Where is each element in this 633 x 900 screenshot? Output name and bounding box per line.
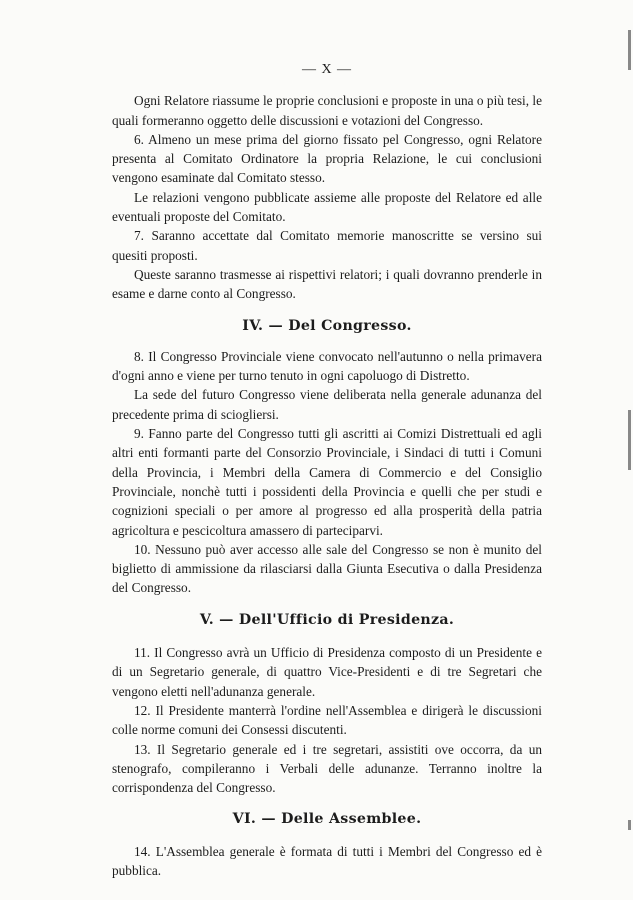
paragraph-article-12: 12. Il Presidente manterrà l'ordine nell'Assemblea e dirigerà le discussioni colle norme comuni dei Consessi discutenti. [112, 702, 542, 738]
paragraph-article-9: 9. Fanno parte del Congresso tutti gli ascritti ai Comizi Distrettuali ed agli altri enti formanti parte del Consorzio Provinciale, i Sindaci di tutti i Comuni della Provincia, i Membri della Camera di Commercio e del Consiglio Provinciale, nonchè tutti i possidenti della Provincia e quelli che per studi e cognizioni speciali o per amore al progresso ed alla prosperità della patria agricoltura e pescicoltura amassero di parteciparvi. [112, 426, 542, 538]
section-heading-v: V. — Dell'Ufficio di Presidenza. [199, 611, 455, 628]
scan-edge-mark [628, 820, 631, 830]
paragraph: Ogni Relatore riassume le proprie conclusioni e proposte in una o più tesi, le quali formeranno oggetto delle discussioni e votazioni del Congresso. [112, 93, 542, 128]
paragraph: Queste saranno trasmesse ai rispettivi relatori; i quali dovranno prenderle in esame e darne conto al Congresso. [112, 266, 542, 302]
paragraph-article-7: 7. Saranno accettate dal Comitato memorie manoscritte se versino sui quesiti proposti. [112, 228, 542, 263]
paragraph-article-14: 14. L'Assemblea generale è formata di tutti i Membri del Congresso ed è pubblica. [112, 843, 542, 878]
paragraph: Le relazioni vengono pubblicate assieme alle proposte del Relatore ed alle eventuali proposte del Comitato. [112, 189, 542, 225]
section-heading-vi: VI. — Delle Assemblee. [232, 811, 422, 828]
paragraph-article-6: 6. Almeno un mese prima del giorno fissato pel Congresso, ogni Relatore presenta al Comitato Ordinatore la propria Relazione, le cui conclusioni vengono esaminate dal Comitato stesso. [112, 131, 542, 186]
paragraph-article-13: 13. Il Segretario generale ed i tre segretari, assistiti ove occorra, da un stenografo, compileranno i Verbali delle adunanze. Terranno inoltre la corrispondenza del Congresso. [112, 741, 542, 796]
page-number: — X — [301, 62, 353, 77]
scan-edge-mark [628, 410, 631, 470]
paragraph-article-11: 11. Il Congresso avrà un Ufficio di Presidenza composto di un Presidente e di un Segretario generale, di quattro Vice-Presidenti e di tre Segretari che vengono eletti nell'adunanza generale. [112, 645, 542, 699]
document-page [112, 60, 542, 880]
section-heading-iv: IV. — Del Congresso. [242, 317, 412, 334]
paragraph-article-8: 8. Il Congresso Provinciale viene convocato nell'autunno o nella primavera d'ogni anno e viene per turno tenuto in ogni capoluogo di Distretto. [112, 348, 542, 384]
paragraph: La sede del futuro Congresso viene deliberata nella generale adunanza del precedente prima di sciogliersi. [112, 387, 542, 422]
paragraph-article-10: 10. Nessuno può aver accesso alle sale del Congresso se non è munito del biglietto di ammissione da rilasciarsi dalla Giunta Esecutiva o dalla Presidenza del Congresso. [112, 541, 542, 596]
scan-edge-mark [628, 30, 631, 70]
